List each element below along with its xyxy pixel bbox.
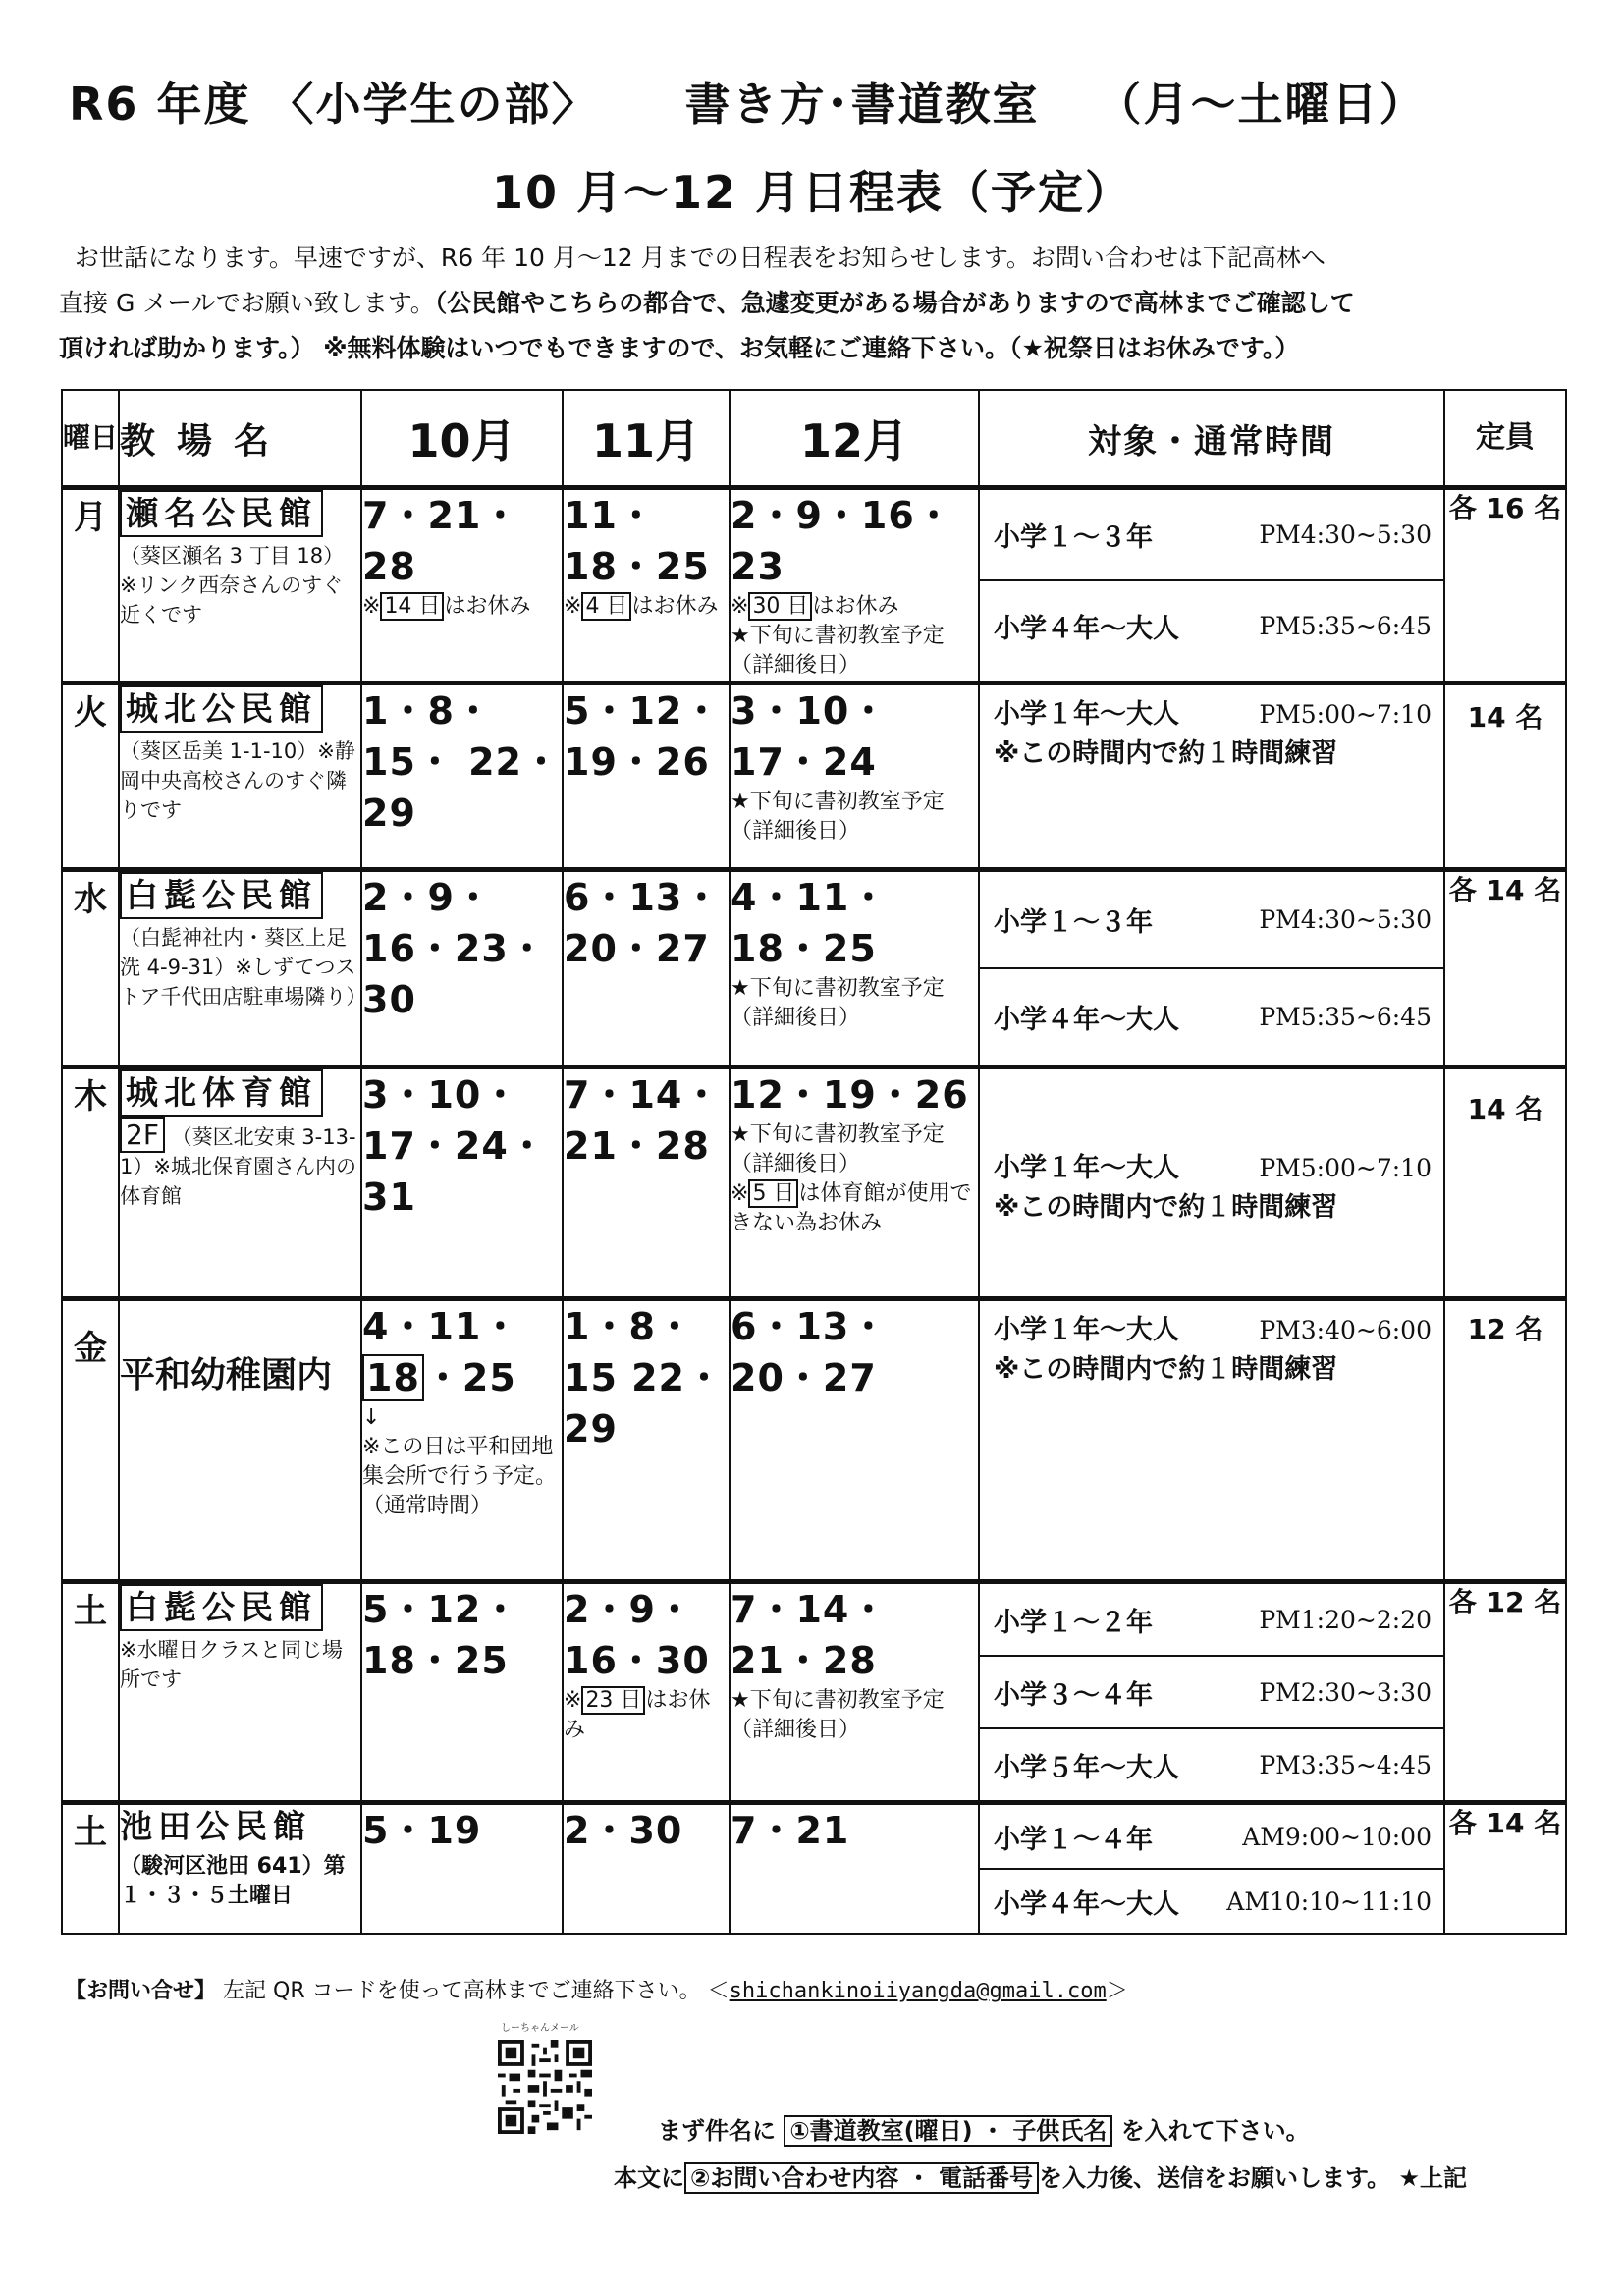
venue-address: （葵区岳美 1-1-10）※静岡中央高校さんのすぐ隣りです — [120, 739, 355, 822]
table-row — [62, 870, 1566, 1067]
qr-code[interactable] — [481, 2023, 609, 2151]
october-note: ※この日は平和団地集会所で行う予定。（通常時間） — [362, 1435, 558, 1518]
subject-box: ①書道教室(曜日) ・ 子供氏名 — [784, 2115, 1112, 2147]
target-row: 小学４年～大人 PM5:35~6:45 — [980, 579, 1443, 671]
october-cell — [361, 683, 563, 870]
qr-code-icon — [498, 2040, 592, 2134]
december-kakizome-note: ★下旬に書初教室予定（詳細後日） — [731, 976, 945, 1030]
header-october: 10月 — [361, 390, 563, 488]
footer-body-instruction: 本文に ②お問い合わせ内容 ・ 電話番号 を入力後、送信をお願いします。 ★上記 — [614, 2164, 1467, 2192]
intro-line-2: 直接 G メールでお願い致します。（公民館やこちらの都合で、急遽変更がある場合がありますので高林までご確認して — [59, 289, 1355, 317]
qr-caption: しーちゃんメール — [501, 2023, 579, 2034]
venue-name: 城北体育館 — [120, 1069, 323, 1117]
capacity-cell: 12 名 — [1444, 1299, 1566, 1582]
intro-line-1: お世話になります。早速ですが、R6 年 10 月～12 月までの日程表をお知らせします。お問い合わせは下記高林へ — [74, 244, 1326, 272]
october-dates: 1・8・15・ 22・29 — [362, 689, 561, 835]
december-kakizome-note: ★下旬に書初教室予定（詳細後日） — [731, 1688, 945, 1742]
venue-name: 白髭公民館 — [120, 872, 323, 919]
title-days: （月～土曜日） — [1096, 78, 1427, 131]
december-cell — [730, 683, 979, 870]
schedule-table — [61, 389, 1567, 1935]
table-header-row — [62, 390, 1566, 488]
table-row — [62, 1299, 1566, 1582]
title-year-section: R6 年度 〈小学生の部〉 — [69, 78, 599, 131]
october-cell — [361, 1803, 563, 1935]
target-row: 小学４年～大人 AM10:10~11:10 — [980, 1868, 1443, 1933]
header-capacity: 定員 — [1444, 390, 1566, 488]
contact-text: 左記 QR コードを使って高林までご連絡下さい。 — [223, 1979, 701, 2003]
november-cell — [563, 683, 730, 870]
intro-text — [59, 236, 1571, 371]
target-row: 小学３～４年 PM2:30~3:30 — [980, 1655, 1443, 1727]
october-dates: 2・9・16・23・30 — [362, 876, 547, 1021]
target-row: 小学５年～大人 PM3:35~4:45 — [980, 1727, 1443, 1800]
november-note: ※ 23 日 はお休み — [564, 1688, 711, 1742]
table-row — [62, 683, 1566, 870]
october-cell — [361, 1067, 563, 1299]
table-row — [62, 1067, 1566, 1299]
target-block: 小学１年～大人 PM3:40~6:00 ※この時間内で約１時間練習 — [994, 1315, 1432, 1385]
target-block: 小学１年～大人 PM5:00~7:10 ※この時間内で約１時間練習 — [994, 1152, 1432, 1223]
december-closure-note: ※ 5 日 は体育館が使用できない為お休み — [731, 1181, 972, 1235]
october-cell — [361, 870, 563, 1067]
october-dates: 3・10・17・24・31 — [362, 1073, 547, 1219]
day-cell: 金 — [62, 1299, 119, 1582]
november-dates: 2・30 — [564, 1809, 683, 1852]
november-cell — [563, 488, 730, 683]
venue-address: ※水曜日クラスと同じ場所です — [120, 1638, 343, 1691]
october-note: ※ 14 日 はお休み — [362, 594, 531, 619]
capacity-cell: 各 14 名 — [1444, 870, 1566, 1067]
november-cell — [563, 1803, 730, 1935]
venue-name: 瀬名公民館 — [120, 490, 323, 537]
header-november: 11月 — [563, 390, 730, 488]
december-note: ※ 30 日 はお休み — [731, 594, 899, 619]
december-dates: 2・9・16・23 — [731, 494, 953, 588]
october-cell — [361, 488, 563, 683]
october-dates: 5・19 — [362, 1809, 482, 1852]
header-december: 12月 — [730, 390, 979, 488]
november-cell — [563, 1067, 730, 1299]
capacity-cell: 各 12 名 — [1444, 1582, 1566, 1803]
november-cell — [563, 1299, 730, 1582]
table-row — [62, 1803, 1566, 1935]
december-cell — [730, 1067, 979, 1299]
december-dates: 3・10・17・24 — [731, 689, 889, 784]
target-cell — [979, 1582, 1444, 1803]
target-row: 小学１～３年 PM4:30~5:30 — [994, 520, 1432, 553]
venue-address: 2F （葵区北安東 3-13-1）※城北保育園さん内の体育館 — [120, 1119, 356, 1208]
december-cell — [730, 488, 979, 683]
header-venue: 教場名 — [119, 390, 361, 488]
november-dates: 11・18・25 — [564, 494, 710, 588]
arrow-down-icon: ↓ — [362, 1405, 381, 1430]
venue-cell — [119, 870, 367, 1067]
december-cell — [730, 1299, 979, 1582]
capacity-cell: 14 名 — [1444, 683, 1566, 870]
contact-email-link[interactable]: shichankinoiiyangda@gmail.com — [729, 1979, 1107, 2003]
target-cell — [979, 683, 1444, 870]
december-cell — [730, 1582, 979, 1803]
target-row: 小学４年～大人 PM5:35~6:45 — [980, 967, 1443, 1065]
november-dates: 6・13・20・27 — [564, 876, 722, 970]
november-note: ※ 4 日 はお休み — [564, 594, 719, 619]
day-cell: 木 — [62, 1067, 119, 1299]
december-kakizome-note: ★下旬に書初教室予定（詳細後日） — [731, 1122, 945, 1176]
table-row — [62, 488, 1566, 683]
venue-address: （駿河区池田 641）第１・３・５土曜日 — [120, 1854, 346, 1908]
november-dates: 1・8・15 22・29 — [564, 1305, 724, 1450]
december-kakizome-note: ★下旬に書初教室予定（詳細後日） — [731, 624, 945, 678]
november-cell — [563, 870, 730, 1067]
target-cell — [979, 1803, 1444, 1935]
header-target-time: 対象・通常時間 — [979, 390, 1444, 488]
title-class-name: 書き方･書道教室 — [684, 78, 1040, 131]
december-dates: 12・19・26 — [731, 1073, 969, 1117]
december-cell — [730, 1803, 979, 1935]
target-cell — [979, 488, 1444, 683]
capacity-cell: 14 名 — [1444, 1067, 1566, 1299]
target-row: 小学１～３年 PM4:30~5:30 — [994, 905, 1432, 938]
capacity-cell: 各 16 名 — [1444, 488, 1566, 683]
venue-name: 平和幼稚園内 — [120, 1355, 333, 1395]
october-dates: 5・12・18・25 — [362, 1588, 520, 1682]
venue-name: 城北公民館 — [120, 685, 323, 733]
venue-name: 池田公民館 — [120, 1807, 311, 1845]
header-day: 曜日 — [62, 390, 119, 488]
target-cell — [979, 870, 1444, 1067]
page-subtitle: 10 月～12 月日程表（予定） — [491, 166, 1133, 219]
day-cell: 火 — [62, 683, 119, 870]
footer-subject-instruction: まず件名に ①書道教室(曜日) ・ 子供氏名 を入れて下さい。 — [658, 2117, 1310, 2145]
november-dates: 5・12・19・26 — [564, 689, 722, 784]
table-row — [62, 1582, 1566, 1803]
target-cell — [979, 1299, 1444, 1582]
december-cell — [730, 870, 979, 1067]
target-cell — [979, 1067, 1444, 1299]
capacity-cell: 各 14 名 — [1444, 1803, 1566, 1935]
intro-line-3: 頂ければ助かります。） ※無料体験はいつでもできますので、お気軽にご連絡下さい。（★祝祭日はお休みです。） — [59, 334, 1300, 362]
venue-cell — [119, 683, 361, 870]
october-cell — [361, 1299, 563, 1582]
day-cell: 土 — [62, 1803, 119, 1935]
day-cell: 水 — [62, 870, 119, 1067]
venue-cell — [119, 1299, 361, 1582]
november-cell — [563, 1582, 730, 1803]
october-cell — [361, 1582, 563, 1803]
december-kakizome-note: ★下旬に書初教室予定（詳細後日） — [731, 790, 945, 844]
november-dates: 2・9・16・30 — [564, 1588, 710, 1682]
contact-label: 【お問い合せ】 — [65, 1979, 217, 2003]
day-cell: 月 — [62, 488, 119, 683]
october-dates: 4・11・18 ・25 — [362, 1305, 520, 1399]
venue-name: 白髭公民館 — [120, 1584, 323, 1631]
venue-cell — [119, 1067, 361, 1299]
december-dates: 7・21 — [731, 1809, 850, 1852]
december-dates: 4・11・18・25 — [731, 876, 889, 970]
venue-cell — [119, 1803, 361, 1935]
target-row: 小学１～４年 AM9:00~10:00 — [994, 1822, 1432, 1855]
december-dates: 6・13・20・27 — [731, 1305, 889, 1399]
november-dates: 7・14・21・28 — [564, 1073, 722, 1168]
october-dates: 7・21・28 — [362, 494, 520, 588]
venue-cell — [119, 488, 361, 683]
venue-address: （葵区瀬名 3 丁目 18）※リンク西奈さんのすぐ近くです — [120, 544, 345, 627]
body-box: ②お問い合わせ内容 ・ 電話番号 — [684, 2162, 1039, 2194]
venue-cell — [119, 1582, 361, 1803]
page-title — [69, 69, 1561, 134]
day-cell: 土 — [62, 1582, 119, 1803]
target-block: 小学１年～大人 PM5:00~7:10 ※この時間内で約１時間練習 — [994, 699, 1432, 769]
contact-line: 【お問い合せ】 左記 QR コードを使って高林までご連絡下さい。 ＜shichankinoiiyangda@gmail.com＞ — [65, 1979, 1128, 2003]
december-dates: 7・14・21・28 — [731, 1588, 889, 1682]
venue-address: （白髭神社内・葵区上足洗 4-9-31）※しずてつストア千代田店駐車場隣り） — [120, 926, 367, 1009]
target-row: 小学１～２年 PM1:20~2:20 — [994, 1605, 1432, 1638]
